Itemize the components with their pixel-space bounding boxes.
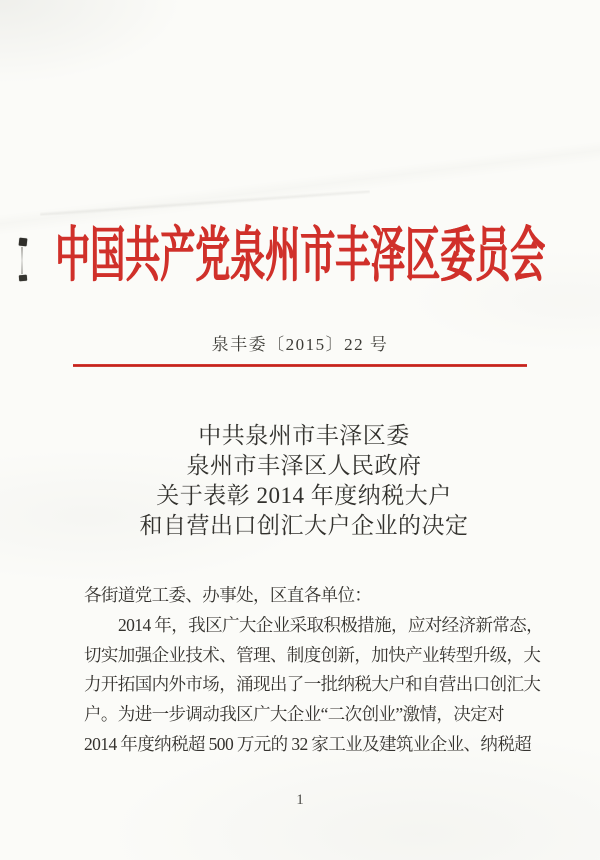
paragraph-line-5: 2014 年度纳税超 500 万元的 32 家工业及建筑业企业、纳税超 (84, 733, 532, 754)
paragraph-line-1: 2014 年，我区广大企业采取积极措施，应对经济新常态， (118, 614, 544, 635)
title-line-1: 中共泉州市丰泽区委 (198, 423, 410, 448)
page-number: 1 (296, 792, 304, 808)
paragraph-line-3: 力开拓国内外市场，涌现出了一批纳税大户和自营出口创汇大 (84, 674, 541, 695)
title-line-4: 和自营出口创汇大户企业的决定 (139, 513, 469, 538)
red-separator-rule (73, 364, 527, 367)
document-reference-number: 泉丰委〔2015〕22 号 (211, 335, 389, 354)
issuing-organization-header: 中国共产党泉州市丰泽区委员会 (54, 222, 545, 289)
paragraph-line-4: 户。为进一步调动我区广大企业“二次创业”激情，决定对 (84, 704, 504, 725)
title-line-3: 关于表彰 2014 年度纳税大户 (156, 483, 452, 508)
paragraph-line-2: 切实加强企业技术、管理、制度创新，加快产业转型升级，大 (84, 644, 541, 665)
paper-crease (40, 190, 370, 216)
document-body (84, 581, 544, 760)
salutation-line: 各街道党工委、办事处，区直各单位： (84, 585, 372, 605)
title-line-2: 泉州市丰泽区人民政府 (186, 453, 422, 478)
document-title (8, 421, 600, 541)
